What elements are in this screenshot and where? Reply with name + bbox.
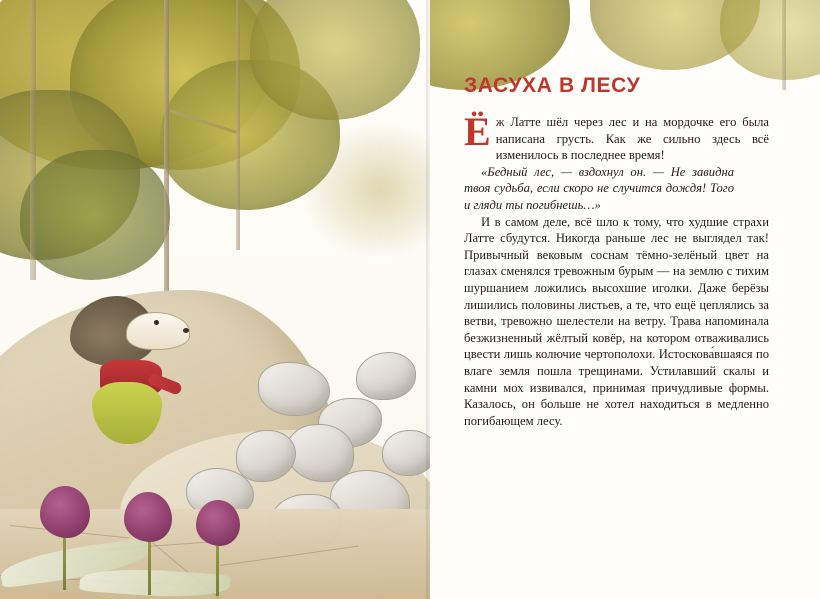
tree-trunk (236, 0, 240, 250)
tree-trunk (782, 0, 786, 90)
hedgehog-trousers (92, 382, 162, 444)
paragraph-1-text: ж Латте шёл через лес и на мордочке его была написана грусть. Как же сильно здесь всё изменилось в последнее время! (495, 115, 769, 163)
hedgehog-eye (154, 320, 159, 325)
paragraph-2: «Бедный лес, — вздохнул он. — Не завидна твоя судьба, если скоро не случится дождя! Того и гляди ты погибнешь…» (464, 164, 734, 212)
hedgehog-nose (183, 328, 189, 333)
thistle-flower (124, 492, 172, 542)
birch-foliage (720, 0, 820, 80)
drop-cap: Ё (464, 109, 491, 154)
hedgehog-face (126, 312, 190, 350)
text-right-page (430, 0, 820, 599)
thistle-flower (196, 500, 240, 546)
tree-trunk (30, 0, 36, 280)
paragraph-3: И в самом деле, всё шло к тому, что худшие страхи Латте сбудутся. Никогда раньше лес не выглядел так! Привычный вековым соснам тёмно-зелёный цвет на глазах сменялся тревожным бурым — на землю с тихим шуршанием ложились высохшие иголки. Даже берёзы лишились половины листьев, а те, что ещё цеплялись за ветви, тревожно шелестели на ветру. Трава напоминала безжизненный жёлтый ковёр, на котором отваживались цвести лишь колючие чертополохи. Истоскова́вшаяся по влаге земля пошла трещинами. Устилавший скалы и камни мох извивался, принимая причудливые формы. Казалось, он больше не хотел находиться в медленно погибающем лесу. (464, 214, 769, 428)
pine-foliage-dark (20, 150, 170, 280)
page-title: ЗАСУХА В ЛЕСУ (464, 74, 641, 97)
thistle-flower (40, 486, 90, 538)
hedgehog-character (70, 290, 205, 440)
tree-trunk (164, 0, 169, 300)
rock (356, 352, 416, 400)
chapter-text-block (464, 74, 769, 429)
rock (382, 430, 430, 476)
paragraph-1 (464, 109, 769, 164)
